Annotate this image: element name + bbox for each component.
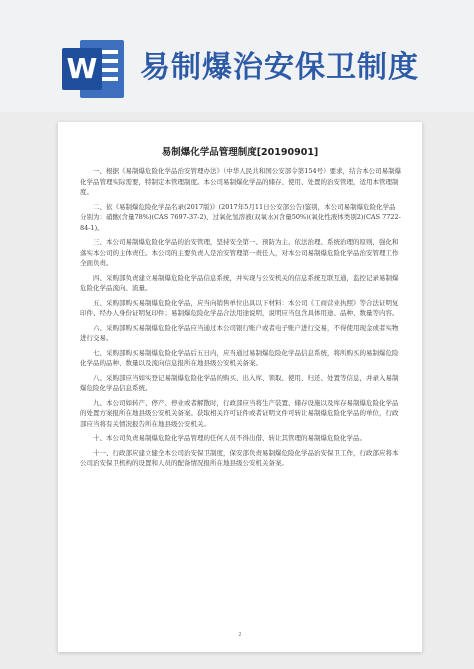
paragraph-10: 十、本公司负责易制爆危险化学品管理的任何人员不得出借、转让其管理的易制爆危险化学品。 <box>93 434 366 443</box>
page-number: 2 <box>238 632 242 638</box>
document-body <box>80 166 402 473</box>
paragraph-3: 三、本公司易制爆危险化学品的治安管理，坚持安全第一、预防为主、依法治理、系统治理的原则，强化和落实本公司的主体责任。本公司的主要负责人是治安管理第一责任人，对本公司易制爆危险化学品治安管理工作全面负责。 <box>80 238 399 268</box>
word-letter-badge: W <box>62 48 102 90</box>
paragraph-1: 一、根据《易制爆危险化学品治安管理办法》（中华人民共和国公安部令第154号）要求，结合本公司易制爆化学品管理实际需要，特制定本管理制度。本公司易制爆化学品的储存、使用、处置的治安管理，适用本管理制度。 <box>80 167 402 197</box>
document-title: 易制爆化学品管理制度[20190901] <box>161 147 319 158</box>
banner-header <box>0 0 474 112</box>
paragraph-6: 六、采购部购买易制爆危险化学品应当通过本公司银行账户或者电子账户进行交易，不得使用现金或者实物进行交易。 <box>80 323 399 343</box>
word-document-icon <box>62 40 124 98</box>
document-page <box>58 122 422 652</box>
paragraph-4: 四、采购部负责建立易制爆危险化学品信息系统，并实现与公安机关的信息系统互联互通，监控记录易制爆危险化学品流向、流量。 <box>80 273 399 293</box>
banner-title: 易制爆治安保卫制度 <box>140 50 419 85</box>
paragraph-7: 七、采购部购买易制爆危险化学品后五日内，应当通过易制爆危险化学品信息系统，将所购买的易制爆危险化学品的品种、数量以及流向信息报所在地县级公安机关备案。 <box>80 348 399 368</box>
paragraph-2: 二、依《易制爆危险化学品名录(2017版)》(2017年5月11日公安部公告)鉴别，本公司易制爆危险化学品分别为：硝酸(含量78%)(CAS 7697-37-2)、过氧化氢溶液(双氧水)(含量50%)(氧化性液体类别2)(CAS 7722-84-1)。 <box>80 202 401 232</box>
paragraph-5: 五、采购部购买易制爆危险化学品，应当向销售单位出具以下材料：本公司《工商营业执照》等合法证明复印件、经办人身份证明复印件；易制爆危险化学品合法用途说明，说明应当包含具体用途、品种、数量等内容。 <box>80 298 399 318</box>
paragraph-9: 九、本公司如转产、停产、停业或者解散时，行政部应当将生产装置、储存设施以及库存易制爆危险化学品的处置方案报所在地县级公安机关备案。获取相关许可证件或者证明文件可转让易制爆危险化学品的单位，行政部应当将有关情况报告所在地县级公安机关。 <box>80 398 399 428</box>
paragraph-8: 八、采购部应当如实登记易制爆危险化学品的购买、出入库、领取、使用、归还、处置等信息，并录入易制爆危险化学品信息系统。 <box>80 373 399 393</box>
paragraph-11: 十一、行政部应建立健全本公司治安保卫制度，保安部负责易制爆危险化学品治安保卫工作，行政部应将本公司治安保卫机构的设置和人员的配备情况报所在地县级公安机关备案。 <box>80 448 399 468</box>
